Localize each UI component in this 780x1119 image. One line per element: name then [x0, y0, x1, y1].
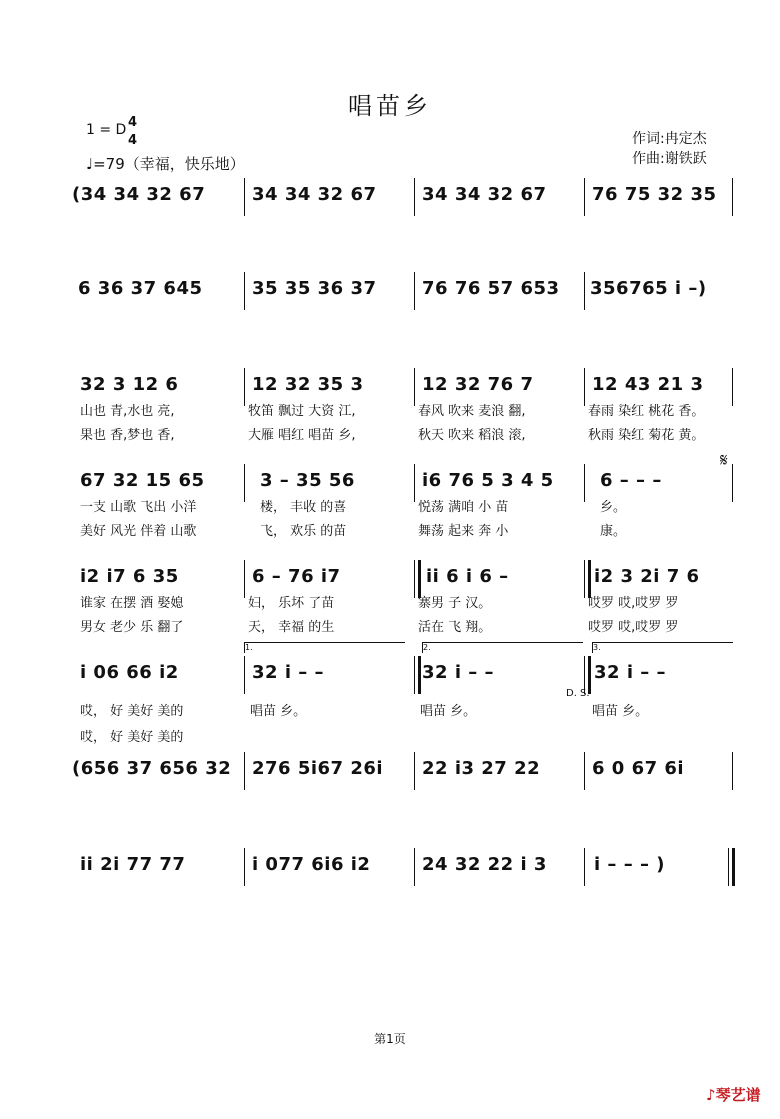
score-row-4	[70, 450, 735, 539]
measure: 32 i – –	[252, 662, 325, 683]
lyric: 春雨 染红 桃花 香。	[588, 404, 705, 419]
lyric: 果也 香,梦也 香,	[80, 428, 175, 443]
lyric: 谁家 在摆 酒 娶媳	[80, 596, 184, 611]
watermark-logo: ♪琴艺谱	[706, 1086, 761, 1104]
measure: 6 0 67 6i	[592, 758, 685, 779]
measure: 76 75 32 35	[592, 184, 717, 205]
lyric: 春风 吹来 麦浪 翻,	[418, 404, 526, 419]
score-row-3	[70, 374, 735, 443]
lyric: 大雁 唱红 唱苗 乡,	[248, 428, 356, 443]
time-signature: 4 4	[128, 115, 138, 148]
score-row-8	[70, 854, 735, 884]
lyric: 寨男 子 汉。	[418, 596, 492, 611]
lyric: 哎罗 哎,哎罗 罗	[588, 596, 679, 611]
volta-3: 3.	[592, 642, 733, 653]
measure: 12 32 76 7	[422, 374, 534, 395]
score-row-6	[70, 643, 735, 745]
lyric: 山也 青,水也 亮,	[80, 404, 175, 419]
lyric: 秋天 吹来 稻浪 滚,	[418, 428, 526, 443]
measure: ii 2i 77 77	[80, 854, 186, 875]
lyric: 男女 老少 乐 翻了	[80, 620, 184, 635]
measure: 6 – 76 i7	[252, 566, 341, 587]
measure: ii 6 i 6 –	[426, 566, 509, 587]
lyric: 飞， 欢乐 的苗	[260, 524, 347, 539]
lyric: 哎， 好 美好 美的	[80, 704, 184, 719]
lyric: 秋雨 染红 菊花 黄。	[588, 428, 705, 443]
measure: 32 i – –	[594, 662, 667, 683]
measure: 34 34 32 67	[422, 184, 547, 205]
score-row-7	[70, 758, 735, 788]
quarter-note-icon: ♩	[86, 155, 94, 173]
score-row-1	[70, 184, 735, 214]
lyric: 唱苗 乡。	[420, 704, 477, 719]
measure: 67 32 15 65	[80, 470, 205, 491]
logo-icon: ♪	[706, 1086, 716, 1104]
lyric: 唱苗 乡。	[250, 704, 307, 719]
lyric: 楼， 丰收 的喜	[260, 500, 347, 515]
volta-2: 2.	[422, 642, 583, 653]
tempo-marking: ♩=79（幸福，快乐地）	[86, 155, 245, 173]
da-segno-mark: D. S.	[566, 688, 590, 699]
key-signature: 1 = D	[86, 122, 127, 138]
measure: i6 76 5 3 4 5	[422, 470, 554, 491]
measure: i 06 66 i2	[80, 662, 179, 683]
measure: (34 34 32 67	[72, 184, 206, 205]
measure: i2 3 2i 7 6	[594, 566, 700, 587]
lyric: 哎， 好 美好 美的	[80, 730, 184, 745]
measure: 76 76 57 653	[422, 278, 560, 299]
measure: 22 i3 27 22	[422, 758, 541, 779]
measure: i 077 6i6 i2	[252, 854, 371, 875]
composer-credit: 作曲:谢铁跃	[632, 151, 707, 167]
lyric: 一支 山歌 飞出 小洋	[80, 500, 197, 515]
lyric: 妇， 乐坏 了苗	[248, 596, 335, 611]
measure: i2 i7 6 35	[80, 566, 179, 587]
lyric: 哎罗 哎,哎罗 罗	[588, 620, 679, 635]
measure: 12 43 21 3	[592, 374, 704, 395]
measure: 6 – – –	[600, 470, 662, 491]
volta-1: 1.	[244, 642, 405, 653]
lyric: 活在 飞 翔。	[418, 620, 492, 635]
measure: 34 34 32 67	[252, 184, 377, 205]
score-row-5	[70, 566, 735, 635]
segno-icon: 𝄋	[720, 450, 728, 471]
measure: 24 32 22 i 3	[422, 854, 547, 875]
lyric: 康。	[600, 524, 627, 539]
measure: i – – – )	[594, 854, 665, 875]
score-row-2	[70, 278, 735, 308]
lyric: 唱苗 乡。	[592, 704, 649, 719]
lyric: 悦荡 满咱 小 苗	[418, 500, 509, 515]
song-title: 唱苗乡	[348, 92, 432, 120]
measure: 276 5i67 26i	[252, 758, 384, 779]
lyric: 美好 风光 伴着 山歌	[80, 524, 197, 539]
measure: 32 3 12 6	[80, 374, 179, 395]
lyricist-credit: 作词:冉定杰	[632, 131, 707, 147]
measure: 356765 i –)	[590, 278, 707, 299]
lyric: 牧笛 飘过 大资 江,	[248, 404, 356, 419]
lyric: 天， 幸福 的生	[248, 620, 335, 635]
measure: (656 37 656 32	[72, 758, 232, 779]
measure: 3 – 35 56	[260, 470, 355, 491]
measure: 6 36 37 645	[78, 278, 203, 299]
page-number: 第1页	[374, 1032, 406, 1046]
lyric: 舞荡 起来 奔 小	[418, 524, 509, 539]
measure: 32 i – –	[422, 662, 495, 683]
measure: 35 35 36 37	[252, 278, 377, 299]
measure: 12 32 35 3	[252, 374, 364, 395]
lyric: 乡。	[600, 500, 627, 515]
